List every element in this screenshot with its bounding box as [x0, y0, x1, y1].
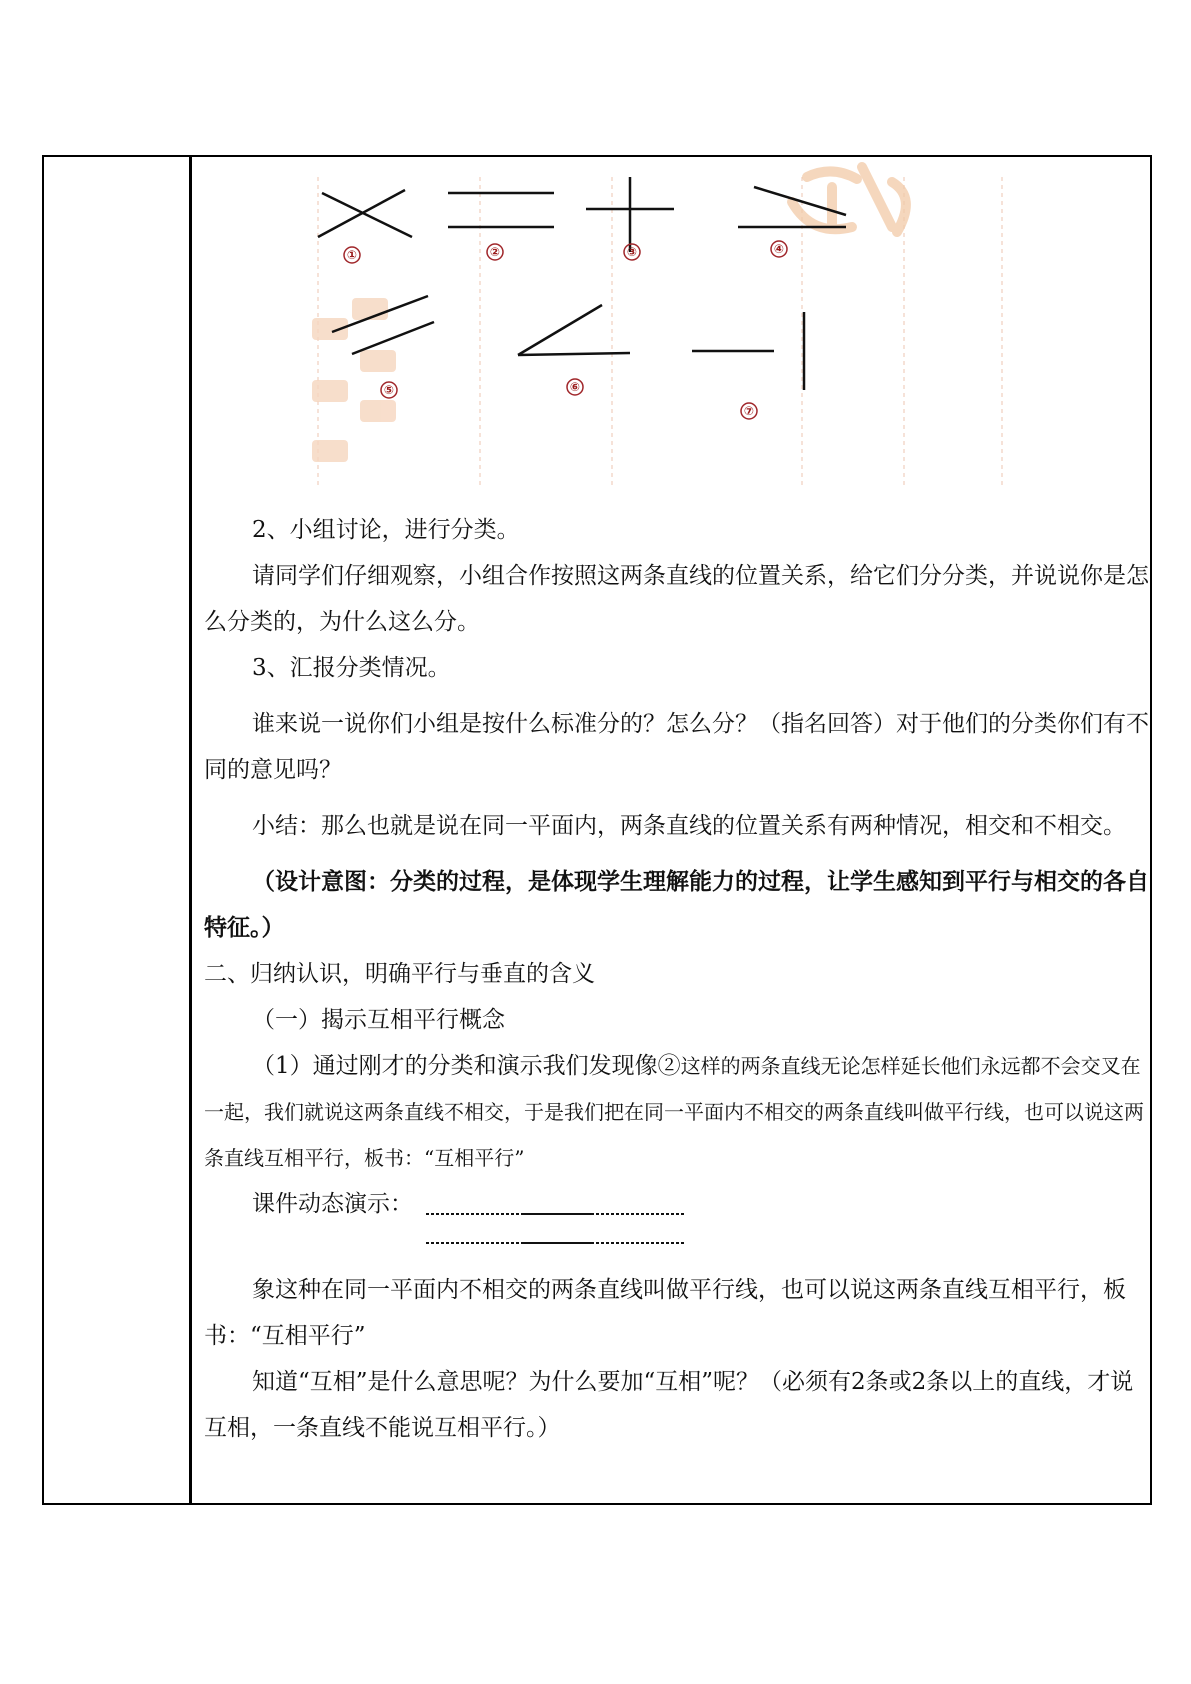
pair6-line-b — [518, 305, 602, 355]
figure-label-2: ② — [489, 245, 501, 259]
paragraph-group-discussion: 2、小组讨论，进行分类。 — [252, 517, 520, 543]
body-text — [192, 507, 1150, 1451]
paragraph-observe: 请同学们仔细观察，小组合作按照这两条直线的位置关系，给它们分分类，并说说你是怎么分类的，为什么这么分。 — [204, 563, 1149, 635]
decorative-calligraphy — [792, 167, 906, 232]
paragraph-parallel-rest: 这样的两条直线无论怎样延长他们永远都不会交叉在一起，我们就说这两条直线不相交，于是我们把在同一平面内不相交的两条直线叫做平行线，也可以说这两条直线互相平行，板书：“互相平行” — [204, 1054, 1144, 1170]
paragraph-parallel-start: （1）通过刚才的分类和演示我们发现像② — [252, 1053, 681, 1079]
section-heading-two: 二、归纳认识，明确平行与垂直的含义 — [204, 961, 595, 987]
paragraph-demo-label: 课件动态演示： — [252, 1191, 413, 1217]
pair5-line-b — [352, 322, 434, 354]
figure-label-3: ③ — [626, 245, 638, 259]
paragraph-mutual-meaning: 知道“互相”是什么意思呢？为什么要加“互相”呢？（必须有2条或2条以上的直线，才说互相，一条直线不能说互相平行。） — [204, 1369, 1134, 1441]
paragraph-design-intent: （设计意图：分类的过程，是体现学生理解能力的过程，让学生感知到平行与相交的各自特征。） — [204, 869, 1149, 941]
parallel-demo-lines — [426, 1211, 686, 1251]
subsection-heading-parallel: （一）揭示互相平行概念 — [252, 1007, 505, 1033]
pair6-line-a — [518, 353, 630, 355]
figure-label-6: ⑥ — [569, 380, 581, 394]
figure-label-5: ⑤ — [383, 383, 395, 397]
figure-label-1: ① — [346, 248, 358, 262]
figure-label-4: ④ — [773, 242, 785, 256]
lesson-table — [42, 155, 1152, 1505]
line-pairs-figure — [192, 157, 1154, 497]
figure-label-7: ⑦ — [743, 404, 755, 418]
pair1-line-a — [322, 193, 412, 237]
demo-row — [204, 1181, 1150, 1227]
paragraph-question: 谁来说一说你们小组是按什么标准分的？怎么分？（指名回答）对于他们的分类你们有不同的意见吗？ — [204, 711, 1149, 783]
paragraph-summary: 小结：那么也就是说在同一平面内，两条直线的位置关系有两种情况，相交和不相交。 — [252, 813, 1126, 839]
paragraph-parallel-restate: 象这种在同一平面内不相交的两条直线叫做平行线，也可以说这两条直线互相平行，板书：“互相平行” — [204, 1277, 1126, 1349]
paragraph-parallel-definition — [204, 1043, 1150, 1181]
content-cell — [192, 157, 1150, 1503]
paragraph-report: 3、汇报分类情况。 — [252, 655, 451, 681]
left-column-cell — [44, 157, 192, 1503]
